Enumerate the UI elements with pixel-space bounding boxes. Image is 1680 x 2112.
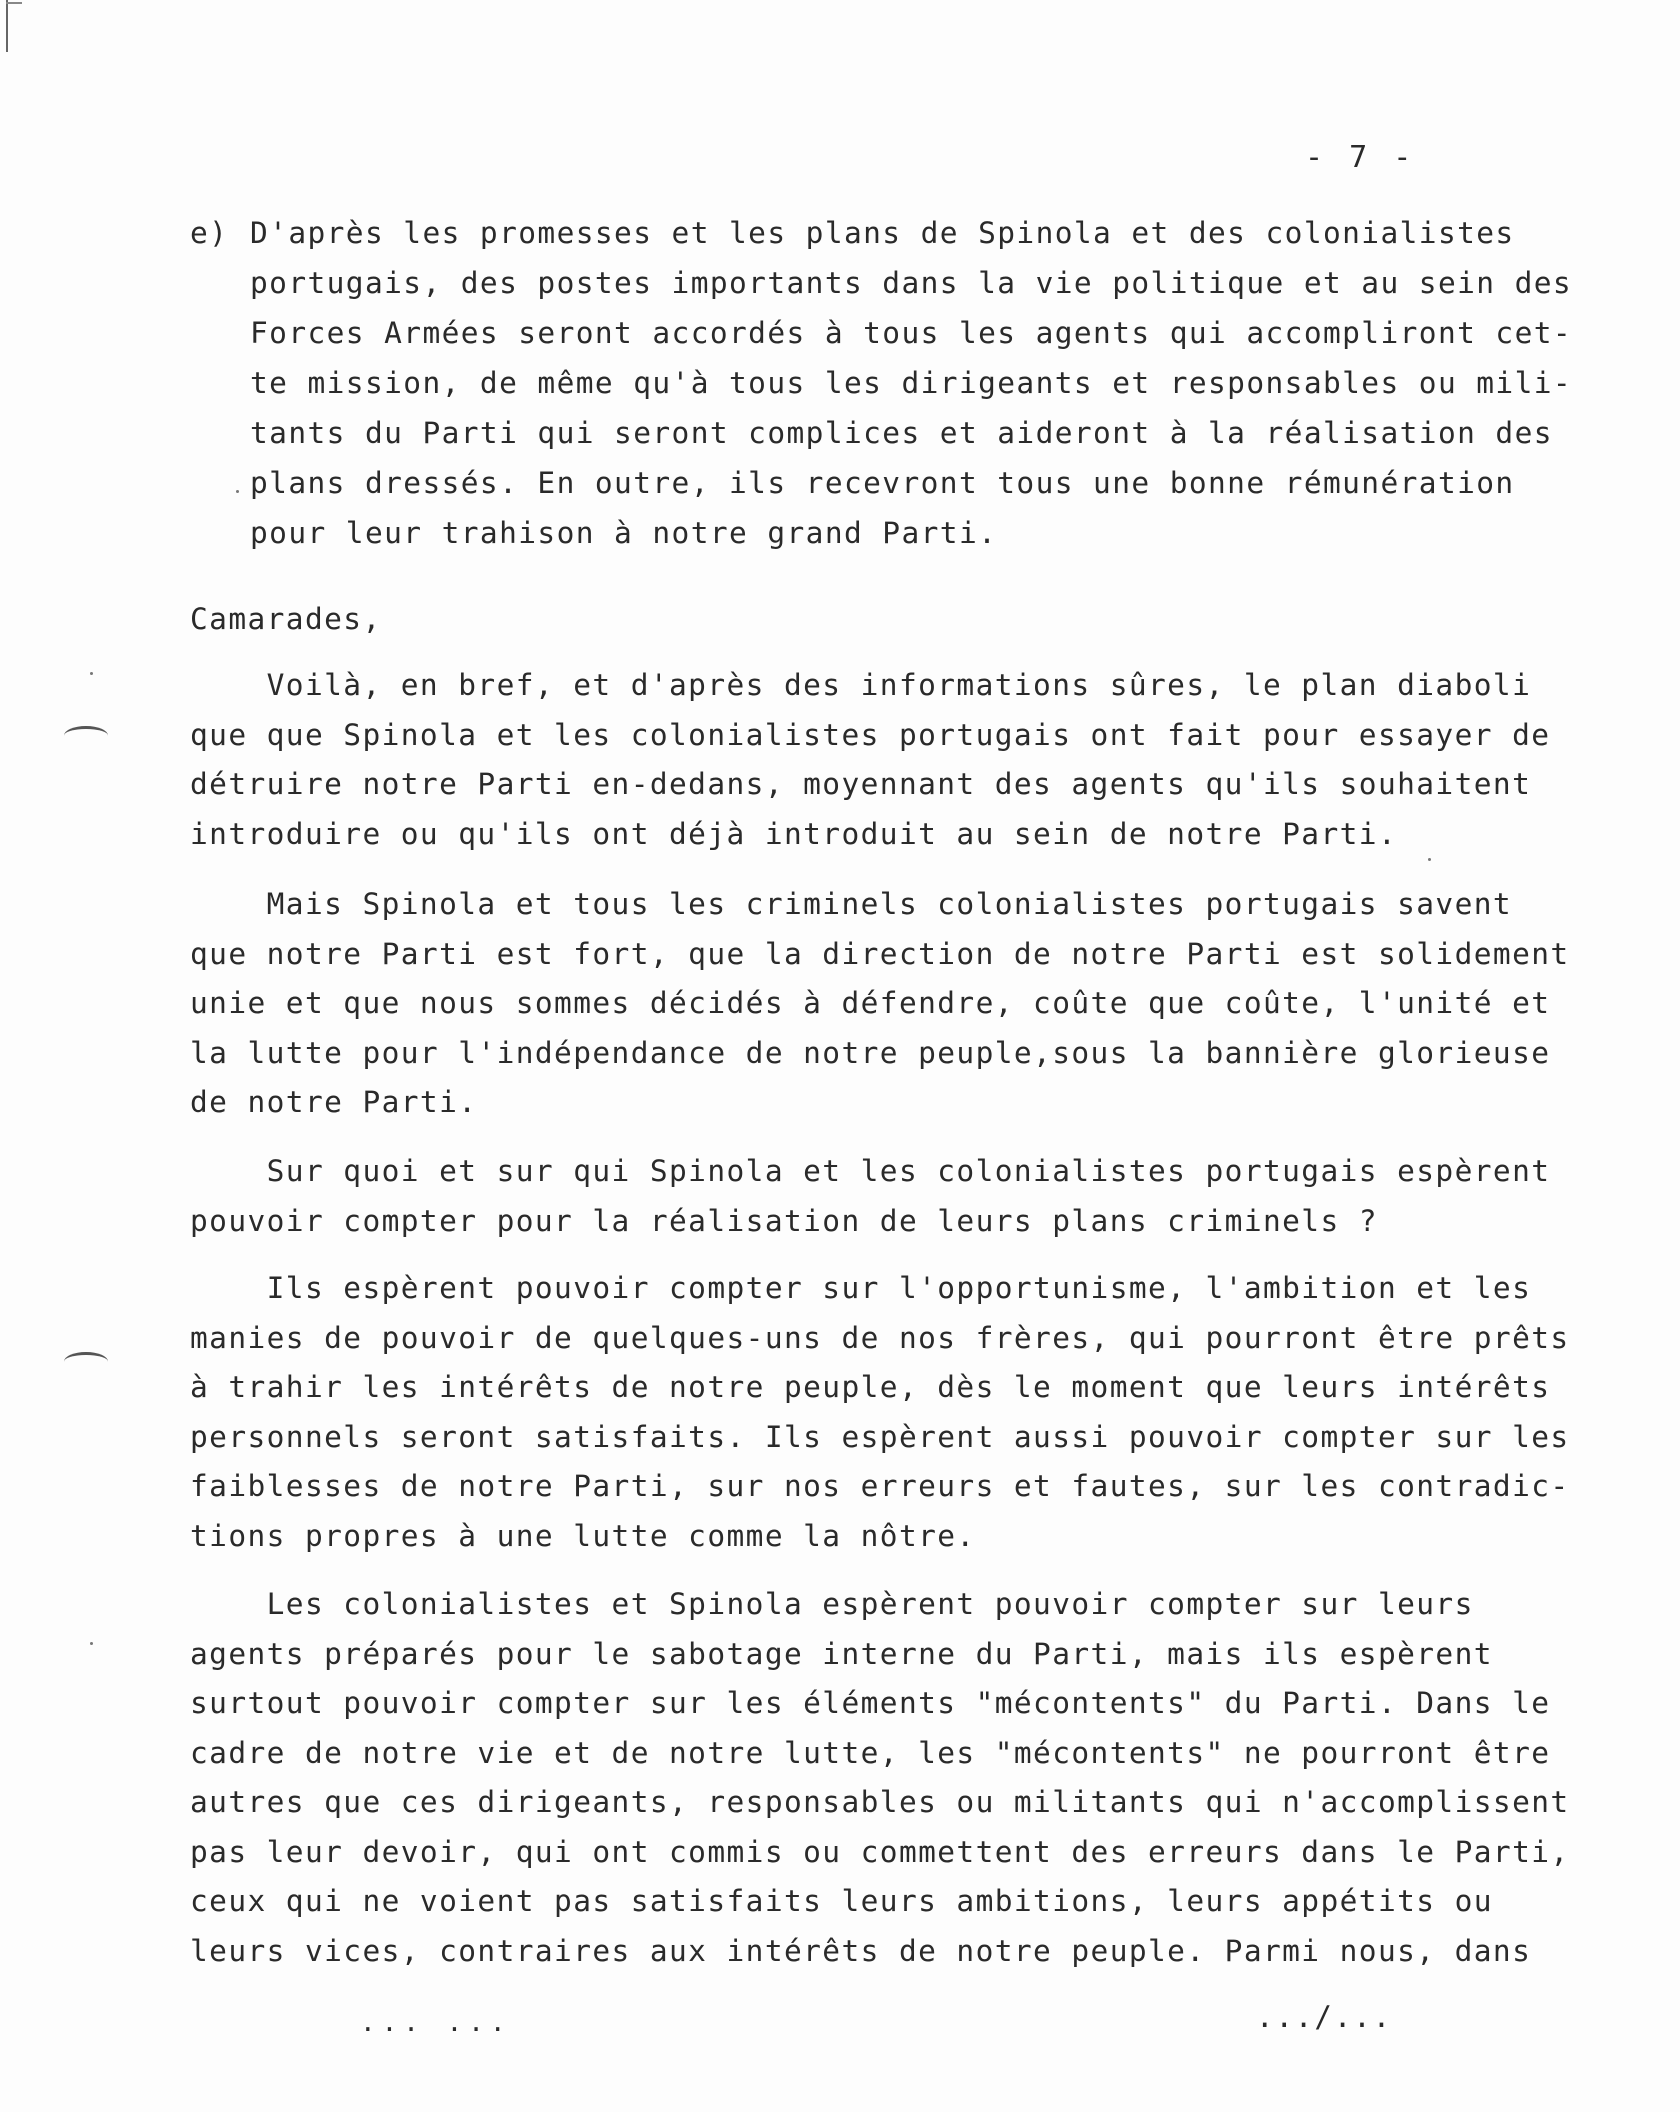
text-line: que notre Parti est fort, que la direction de notre Parti est solidement <box>190 936 1570 971</box>
page-number: - 7 - <box>1305 140 1416 175</box>
text-line: plans dressés. En outre, ils recevront tous une bonne rémunération <box>250 466 1515 500</box>
text-line: pas leur devoir, qui ont commis ou commettent des erreurs dans le Parti, <box>190 1834 1570 1869</box>
text-line: Forces Armées seront accordés à tous les agents qui accompliront cet- <box>250 316 1573 350</box>
scan-speck <box>236 490 239 493</box>
text-line: de notre Parti. <box>190 1085 478 1119</box>
text-line: pouvoir compter pour la réalisation de leurs plans criminels ? <box>190 1203 1378 1238</box>
scan-edge-mark <box>6 2 22 4</box>
scan-speck <box>90 1642 93 1645</box>
scan-edge-mark <box>6 0 8 52</box>
text-line: surtout pouvoir compter sur les éléments "mécontents" du Parti. Dans le <box>190 1686 1551 1720</box>
text-line: Mais Spinola et tous les criminels colonialistes portugais savent <box>190 887 1513 921</box>
text-line: introduire ou qu'ils ont déjà introduit au sein de notre Parti. <box>190 816 1398 851</box>
text-line: agents préparés pour le sabotage interne du Parti, mais ils espèrent <box>190 1636 1493 1671</box>
paragraph-2 <box>190 880 1630 1128</box>
list-item-body <box>250 208 1610 558</box>
text-line: te mission, de même qu'à tous les dirigeants et responsables ou mili- <box>250 366 1573 400</box>
text-line: tions propres à une lutte comme la nôtre. <box>190 1518 976 1553</box>
text-line: unie et que nous sommes décidés à défendre, coûte que coûte, l'unité et <box>190 986 1551 1020</box>
paragraph-4 <box>190 1264 1630 1561</box>
text-line: à trahir les intérêts de notre peuple, dès le moment que leurs intérêts <box>190 1370 1551 1404</box>
footer-ellipsis-left: ... ... <box>360 2008 512 2038</box>
text-line: Ils espèrent pouvoir compter sur l'opportunisme, l'ambition et les <box>190 1271 1532 1305</box>
text-line: personnels seront satisfaits. Ils espèrent aussi pouvoir compter sur les <box>190 1419 1570 1454</box>
text-line: ceux qui ne voient pas satisfaits leurs ambitions, leurs appétits ou <box>190 1884 1493 1918</box>
text-line: la lutte pour l'indépendance de notre peuple,sous la bannière glorieuse <box>190 1035 1551 1070</box>
scan-speck <box>90 672 93 675</box>
paragraph-1 <box>190 661 1630 859</box>
text-line: pour leur trahison à notre grand Parti. <box>250 516 998 550</box>
text-line: portugais, des postes importants dans la vie politique et au sein des <box>250 266 1573 300</box>
text-line: Voilà, en bref, et d'après des informations sûres, le plan diaboli <box>190 668 1532 702</box>
paragraph-3 <box>190 1147 1630 1246</box>
binding-hole-mark <box>64 1352 108 1371</box>
text-line: autres que ces dirigeants, responsables ou militants qui n'accomplissent <box>190 1785 1570 1819</box>
scan-speck <box>1428 858 1431 861</box>
paragraph-5 <box>190 1580 1630 1976</box>
text-line: tants du Parti qui seront complices et aideront à la réalisation des <box>250 416 1553 450</box>
text-line: Sur quoi et sur qui Spinola et les colonialistes portugais espèrent <box>190 1154 1551 1188</box>
footer-continuation: .../... <box>1256 2000 1393 2034</box>
list-marker: e) <box>190 216 229 250</box>
salutation: Camarades, <box>190 602 382 636</box>
text-line: leurs vices, contraires aux intérêts de notre peuple. Parmi nous, dans <box>190 1933 1532 1968</box>
text-line: D'après les promesses et les plans de Spinola et des colonialistes <box>250 216 1515 250</box>
binding-hole-mark <box>64 726 108 745</box>
text-line: que que Spinola et les colonialistes portugais ont fait pour essayer de <box>190 717 1551 752</box>
text-line: faiblesses de notre Parti, sur nos erreurs et fautes, sur les contradic- <box>190 1469 1570 1503</box>
text-line: manies de pouvoir de quelques-uns de nos frères, qui pourront être prêts <box>190 1320 1570 1355</box>
text-line: détruire notre Parti en-dedans, moyennant des agents qu'ils souhaitent <box>190 767 1532 801</box>
text-line: Les colonialistes et Spinola espèrent pouvoir compter sur leurs <box>190 1587 1474 1621</box>
text-line: cadre de notre vie et de notre lutte, les "mécontents" ne pourront être <box>190 1735 1551 1770</box>
